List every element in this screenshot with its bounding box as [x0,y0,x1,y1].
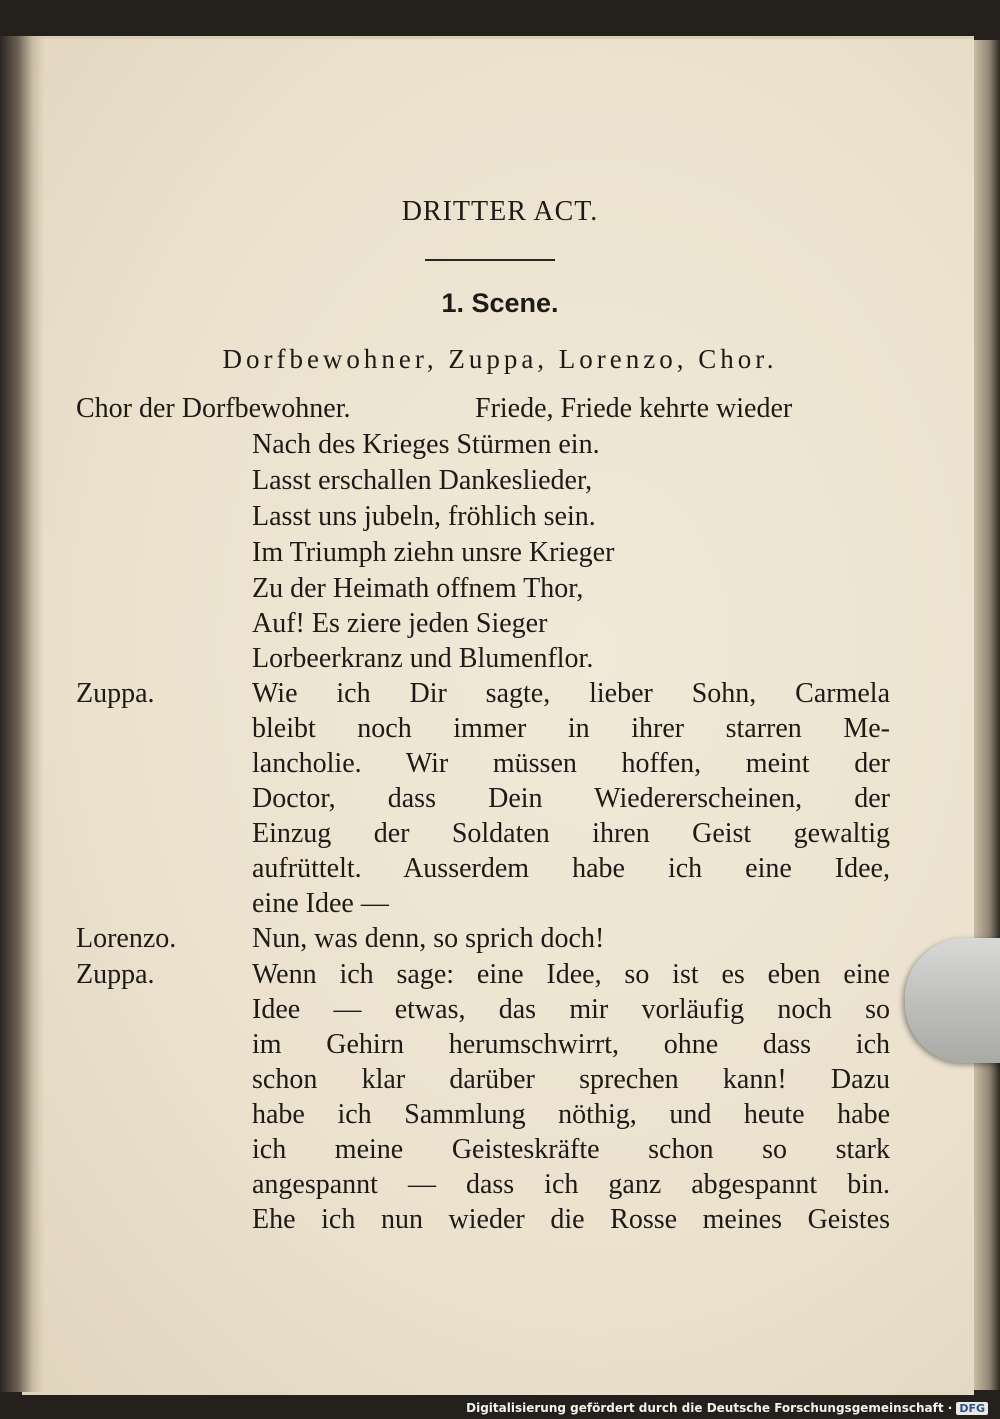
prose-line: Nun, was denn, so sprich doch! [252,923,605,954]
prose-line: im Gehirn herumschwirrt, ohne dass ich [252,1029,890,1060]
speaker-zuppa: Zuppa. [76,678,155,709]
scene-title: 1. Scene. [441,288,559,318]
verse-line: Auf! Es ziere jeden Sieger [252,608,548,639]
prose-line: Wie ich Dir sagte, lieber Sohn, Carmela [252,678,890,709]
prose-line: Ehe ich nun wieder die Rosse meines Geistes [252,1204,890,1235]
act-title: DRITTER ACT. [401,196,599,227]
digitization-credit [466,1401,988,1415]
verse-line: Im Triumph ziehn unsre Krieger [252,537,615,568]
speaker-zuppa: Zuppa. [76,959,155,990]
prose-line: lancholie. Wir müssen hoffen, meint der [252,748,890,779]
prose-line: eine Idee — [252,888,389,919]
speaker-chor: Chor der Dorfbewohner. [76,393,351,424]
verse-line: Zu der Heimath offnem Thor, [252,573,584,604]
speaker-lorenzo: Lorenzo. [76,923,177,954]
prose-line: schon klar darüber sprechen kann! Dazu [252,1064,890,1095]
prose-line: Wenn ich sage: eine Idee, so ist es eben eine [252,959,890,990]
verse-line: Lasst erschallen Dankeslieder, [252,465,593,496]
prose-line: habe ich Sammlung nöthig, und heute habe [252,1099,890,1130]
prose-line: Doctor, dass Dein Wiedererscheinen, der [252,783,890,814]
title-rule [425,259,555,261]
verse-line: Lorbeerkranz und Blumenflor. [252,643,594,674]
prose-line: Einzug der Soldaten ihren Geist gewaltig [252,818,890,849]
credit-text: Digitalisierung gefördert durch die Deutsche Forschungsgemeinschaft · [466,1401,953,1415]
prose-line: bleibt noch immer in ihrer starren Me- [252,713,890,744]
cast-list: Dorfbewohner, Zuppa, Lorenzo, Chor. [222,344,778,374]
verse-line: Lasst uns jubeln, fröhlich sein. [252,501,596,532]
dfg-logo-badge: DFG [956,1402,988,1415]
prose-line: Idee — etwas, das mir vorläufig noch so [252,994,890,1025]
verse-line: Friede, Friede kehrte wieder [475,393,793,424]
prose-line: aufrüttelt. Ausserdem habe ich eine Idee, [252,853,890,884]
verse-line: Nach des Krieges Stürmen ein. [252,429,600,460]
prose-line: ich meine Geisteskräfte schon so stark [252,1134,890,1165]
prose-line: angespannt — dass ich ganz abgespannt bin. [252,1169,890,1200]
